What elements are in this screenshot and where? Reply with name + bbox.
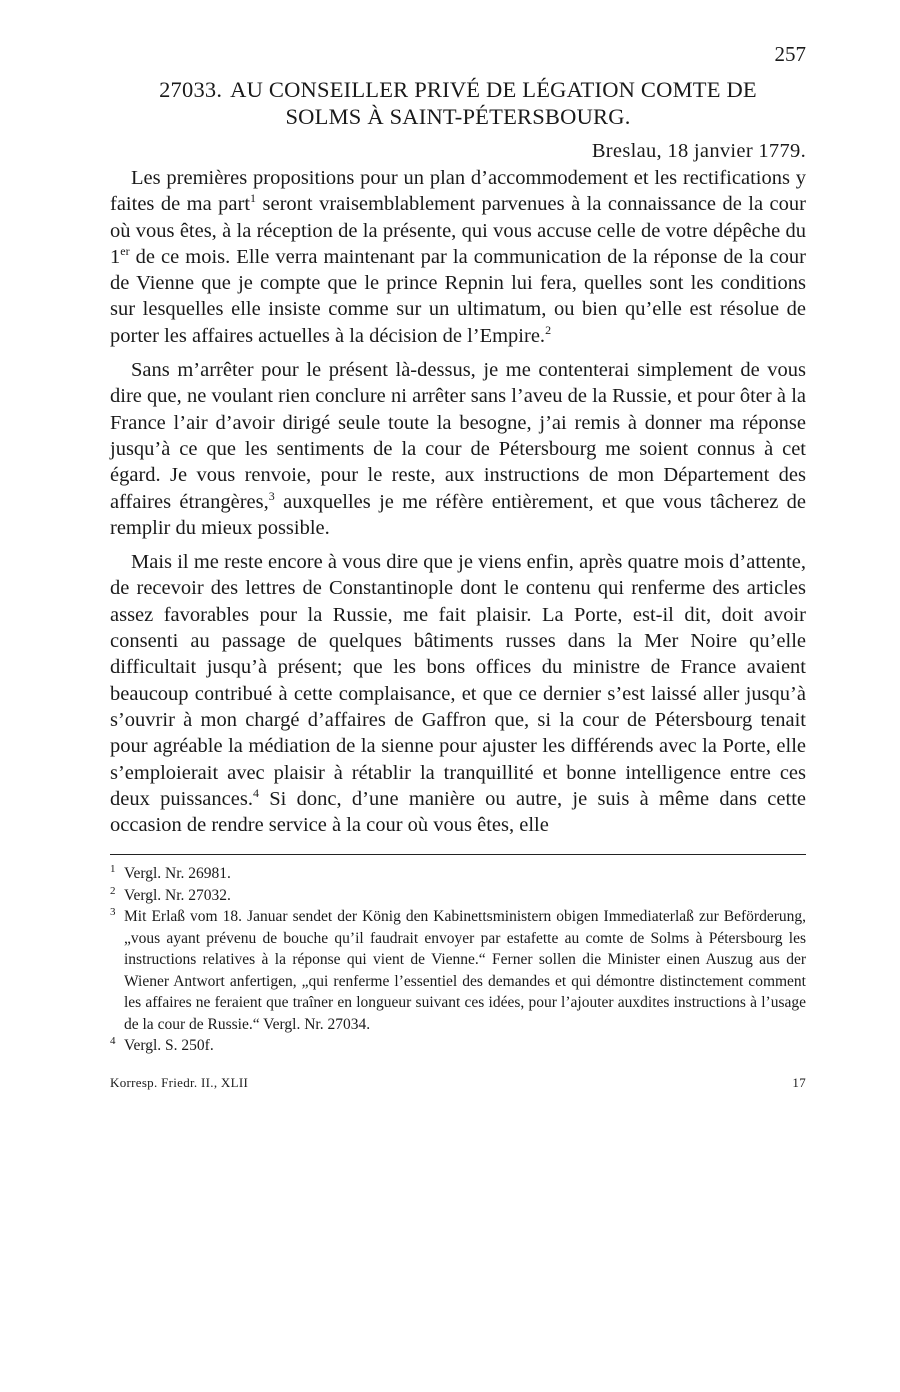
paragraph-1-text-a: Les premières propositions pour un plan d’accommodement et les rectifications y faites de ma part (110, 167, 806, 216)
paragraph-3-text-a: Mais il me reste encore à vous dire que je viens enfin, après quatre mois d’attente, de recevoir des lettres de Constantinople dont le contenu qui renferme des articles assez favorables pour la Russie, me fait plaisir. La Porte, est-il dit, doit avoir consenti au passage de quelques bâtiments russes dans la Mer Noire qu’elle difficultait jusqu’à présent; que les bons offices du ministre de France avaient beaucoup contribué à cette complaisance, et que ce dernier s’est laissé aller jusqu’à s’ouvrir à mon chargé d’affaires de Gaffron que, si la cour de Pétersbourg tenait pour agréable la médiation de la sienne pour ajuster les différends avec la Porte, elle s’emploierait avec plaisir à rétablir la tranquillité et bonne intelligence entre ces deux puissances. (110, 551, 806, 810)
footnote-ref-1: 1 (250, 191, 257, 206)
paragraph-2-text-b: auxquelles je me réfère entièrement, et que vous tâcherez de remplir du mieux possible. (110, 490, 806, 539)
footnote-mark: 2 (110, 884, 116, 897)
footnote-3 (110, 906, 806, 1035)
footnote-mark: 4 (110, 1035, 116, 1048)
footnotes (110, 863, 806, 1057)
footnote-text: Vergl. Nr. 26981. (124, 865, 231, 883)
paragraph-1-text-c: de ce mois. Elle verra maintenant par la communication de la réponse de la cour de Vienne que je compte que le prince Repnin lui fera, quelles sont les conditions sur lesquelles elle insiste comme sur un ultimatum, ou bien qu’elle est résolue de porter les affaires actuelles à la décision de l’Empire. (110, 245, 806, 347)
sheet-number: 17 (792, 1074, 806, 1090)
dateline: Breslau, 18 janvier 1779. (591, 140, 806, 162)
paragraph-2-text-a: Sans m’arrêter pour le présent là-dessus, je me contenterai simplement de vous dire que, ne voulant rien conclure ni arrêter sans l’aveu de la Russie, et pour ôter à la France l’air d’avoir dirigé seule toute la besogne, j’ai remis à donner ma réponse jusqu’à ce que les sentiments de la cour de Pétersbourg me soient connus à cet égard. Je vous renvoie, pour le reste, aux instructions de mon Département des affaires étrangères, (110, 359, 806, 513)
footnote-4 (110, 1035, 806, 1057)
ordinal-superscript: er (120, 243, 130, 258)
letter-heading (110, 76, 806, 130)
page-footer (110, 1075, 806, 1091)
heading-text-1: AU CONSEILLER PRIVÉ DE LÉGATION COMTE DE (230, 77, 757, 102)
paragraph-2 (110, 357, 806, 541)
paragraph-3 (110, 549, 806, 838)
paragraph-1 (110, 165, 806, 349)
footnote-text: Mit Erlaß vom 18. Januar sendet der König den Kabinettsministern obigen Immediaterlaß zur Beförderung, „vous ayant prévenu de bouche qu’il faudrait envoyer par estafette au comte de Solms à Pétersbourg les instructions relatives à la réponse qui vient de Vienne.“ Ferner sollen die Minister einen Auszug aus der Wiener Antwort anfertigen, „qui renferme l’essentiel des demandes et qui démontre distinctement comment les affaires ne feraient que traîner en longueur suivant ces idées, pour l’ajouter auxdites instructions à l’usage de la cour de Russie.“ Vergl. Nr. 27034. (124, 908, 806, 1033)
document-page (110, 42, 806, 1091)
letter-number: 27033. (159, 77, 223, 102)
paragraph-1-text-b: seront vraisemblablement parvenues à la connaissance de la cour où vous êtes, à la réception de la présente, qui vous accuse celle de votre dépêche du 1 (110, 193, 806, 268)
footnote-2 (110, 885, 806, 907)
letter-body (110, 165, 806, 838)
footnote-mark: 3 (110, 906, 116, 919)
footnote-text: Vergl. Nr. 27032. (124, 886, 231, 904)
footnote-mark: 1 (110, 863, 116, 876)
heading-line-1 (110, 76, 806, 103)
heading-line-2: SOLMS À SAINT-PÉTERSBOURG. (285, 104, 631, 129)
footnote-divider (110, 854, 806, 855)
footnote-1 (110, 863, 806, 885)
page-number: 257 (774, 42, 806, 66)
signature-mark: Korresp. Friedr. II., XLII (110, 1074, 249, 1090)
footnote-ref-3: 3 (268, 488, 275, 503)
paragraph-3-text-b: Si donc, d’une manière ou autre, je suis à même dans cette occasion de rendre service à la cour où vous êtes, elle (110, 787, 806, 837)
footnote-ref-4: 4 (252, 785, 259, 800)
footnote-ref-2: 2 (545, 322, 552, 337)
footnote-text: Vergl. S. 250f. (124, 1037, 214, 1055)
